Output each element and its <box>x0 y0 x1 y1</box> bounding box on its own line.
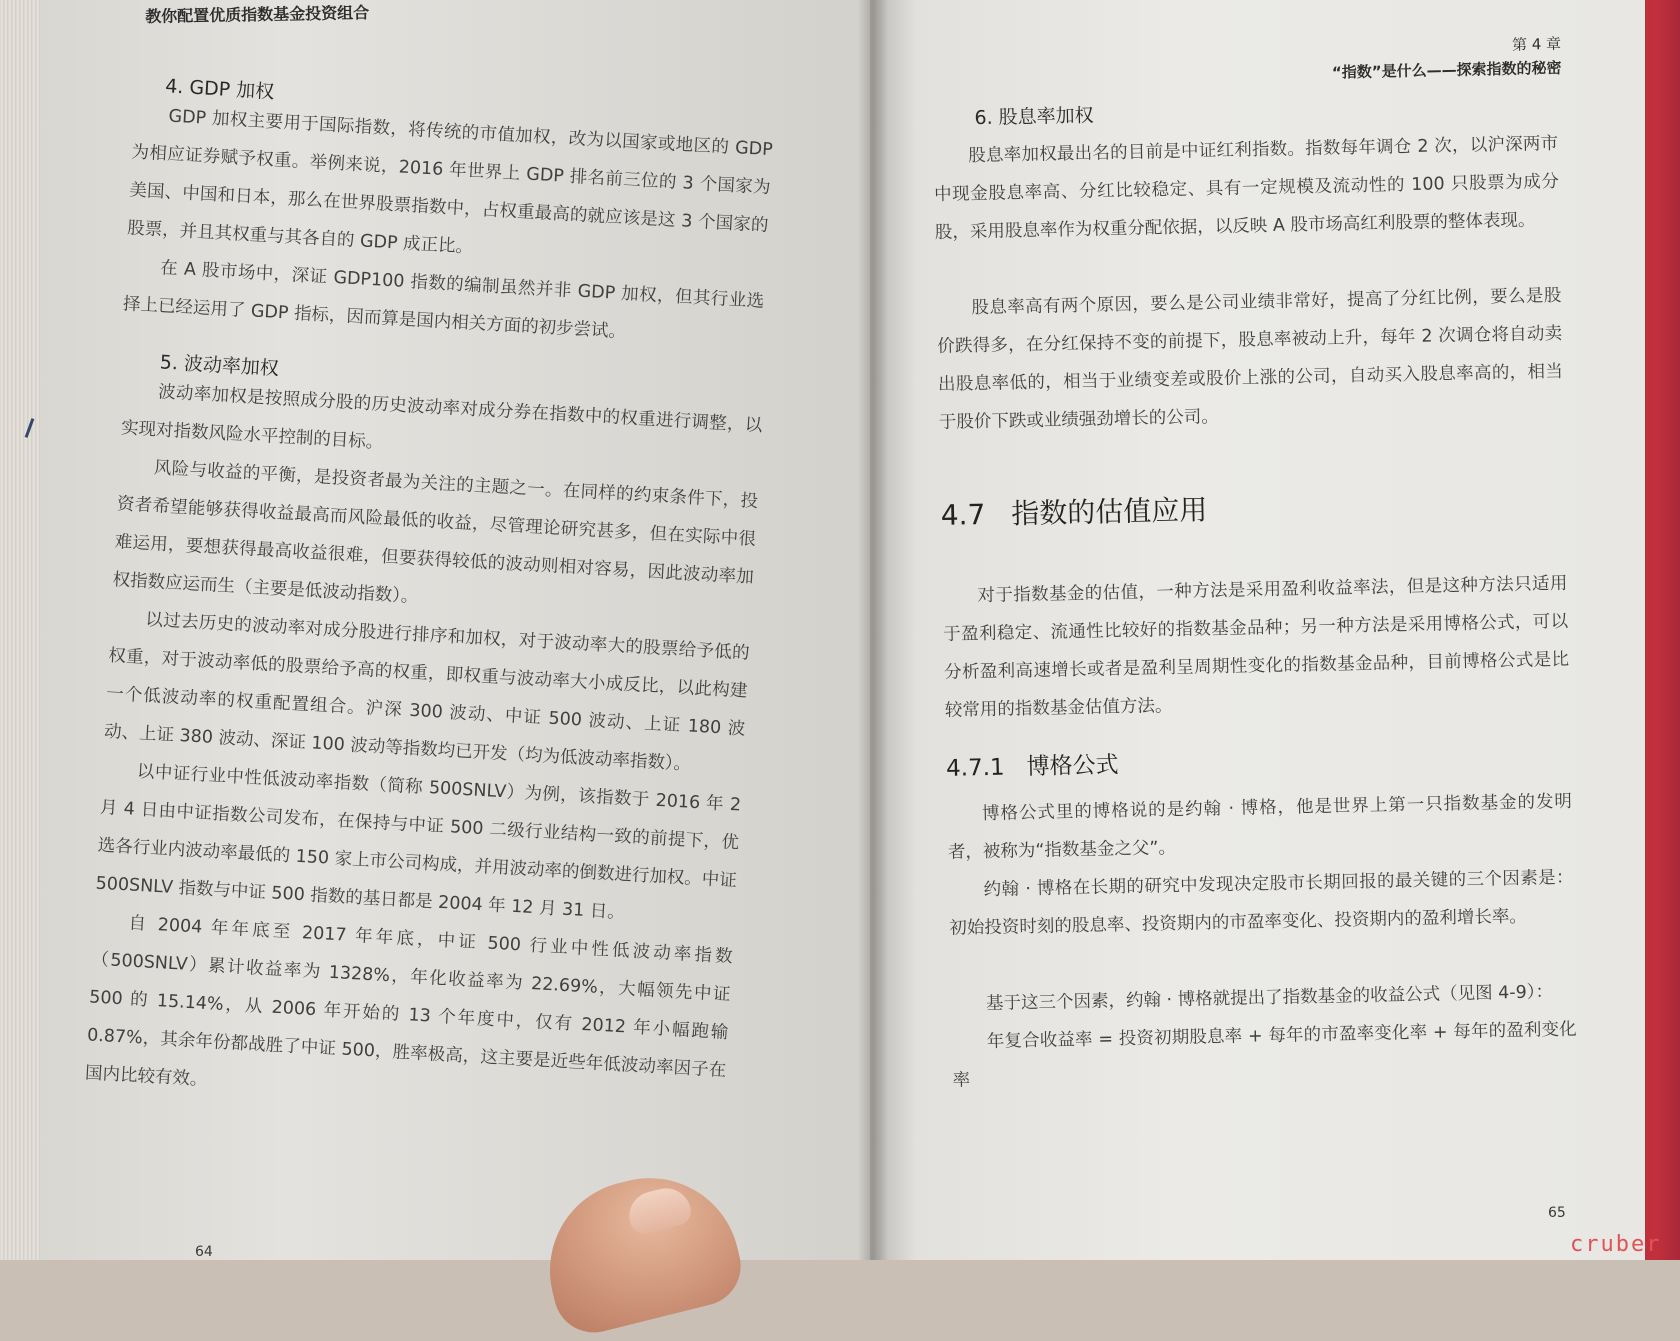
paragraph: 对于指数基金的估值，一种方法是采用盈利收益率法，但是这种方法只适用于盈利稳定、流通性比较好的指数基金品种；另一种方法是采用博格公式，可以分析盈利高速增长或者是盈利呈周期性变化的指数基金品种，目前博格公式是比较常用的指数基金估值方法。 <box>943 573 1570 721</box>
paragraph: GDP 加权主要用于国际指数，将传统的市值加权，改为以国家或地区的 GDP 为相应证券赋予权重。举例来说，2016 年世界上 GDP 排名前三位的 3 个国家为美国、中国和日本，那么在世界股票指数中，占权重最高的就应该是这 3 个国家的股票，并且其权重与其各自的 GDP 成正比。 <box>126 106 774 258</box>
subsection-title <box>946 746 1119 783</box>
paragraph: 股息率高有两个原因，要么是公司业绩非常好，提高了分红比例，要么是股价跌得多，在分红保持不变的前提下，股息率被动上升，每年 2 次调仓将自动卖出股息率低的，相当于业绩变差或股价上涨的公司，自动买入股息率高的，相当于股价下跌或业绩强劲增长的公司。 <box>937 285 1564 433</box>
paragraph: 自 2004 年年底至 2017 年年底，中证 500 行业中性低波动率指数（500SNLV）累计收益率为 1328%，年化收益率为 22.69%，大幅领先中证 500 的 15.14%，从 2006 年开始的 13 个年度中，仅有 2012 年小幅跑输 0.87%，其余年份都战胜了中证 500，胜率极高，这主要是近些年低波动率因子在国内比较有效。 <box>84 913 734 1091</box>
section-number: 4.7 <box>940 497 986 532</box>
chapter-title: “指数”是什么——探索指数的秘密 <box>1331 58 1562 82</box>
left-page-content <box>40 0 869 1300</box>
watermark: cruber <box>1570 1232 1662 1257</box>
section-title <box>940 488 1207 534</box>
left-running-head: 教你配置优质指数基金投资组合 <box>145 3 370 26</box>
left-page-number: 64 <box>195 1244 213 1260</box>
heading-volatility-weighting: 5. 波动率加权 <box>159 351 280 380</box>
chapter-number: 第 4 章 <box>1511 34 1562 54</box>
paragraph: 以中证行业中性低波动率指数（简称 500SNLV）为例，该指数于 2016 年 2 月 4 日由中证指数公司发布，在保持与中证 500 二级行业结构一致的前提下，优选各行业内波动率最低的 150 家上市公司构成，并用波动率的倒数进行加权。中证 500SNLV 指数与中证 500 指数的基日都是 2004 年 12 月 31 日。 <box>95 761 742 924</box>
paragraph: 基于这三个因素，约翰 · 博格就提出了指数基金的收益公式（见图 4-9）： <box>985 982 1554 1015</box>
formula-paragraph: 年复合收益率 = 投资初期股息率 + 每年的市盈率变化率 + 每年的盈利变化率 <box>952 1019 1577 1091</box>
subsection-number: 4.7.1 <box>945 754 1005 782</box>
paragraph: 约翰 · 博格在长期的研究中发现决定股市长期回报的最关键的三个因素是：初始投资时刻的股息率、投资期内的市盈率变化、投资期内的盈利增长率。 <box>949 867 1574 939</box>
right-page-number: 65 <box>1548 1205 1566 1221</box>
heading-dividend-weighting: 6. 股息率加权 <box>974 104 1094 130</box>
subsection-title-text: 博格公式 <box>1026 752 1119 781</box>
paragraph: 在 A 股市场中，深证 GDP100 指数的编制虽然并非 GDP 加权，但其行业选择上已经运用了 GDP 指标，因而算是国内相关方面的初步尝试。 <box>122 258 765 343</box>
paragraph: 以过去历史的波动率对成分股进行排序和加权，对于波动率大的股票给予低的权重，对于波动率低的股票给予高的权重，即权重与波动率大小成反比，以此构建一个低波动率的权重配置组合。沪深 300 波动、中证 500 波动、上证 180 波动、上证 380 波动、深证 100 波动等指数均已开发（均为低波动率指数）。 <box>103 609 751 775</box>
paragraph: 风险与收益的平衡，是投资者最为关注的主题之一。在同样的约束条件下，投资者希望能够获得收益最高而风险最低的收益，尽管理论研究甚多，但在实际中很难运用，要想获得最高收益很难，但要获得较低的波动则相对容易，因此波动率加权指数应运而生（主要是低波动指数）。 <box>112 458 759 608</box>
paragraph: 波动率加权是按照成分股的历史波动率对成分券在指数中的权重进行调整，以实现对指数风险水平控制的目标。 <box>120 382 763 453</box>
paragraph: 股息率加权最出名的目前是中证红利指数。指数每年调仓 2 次，以沪深两市中现金股息率高、分红比较稳定、具有一定规模及流动性的 100 只股票为成分股，采用股息率作为权重分配依据，以反映 A 股市场高红利股票的整体表现。 <box>933 133 1560 243</box>
book-gutter <box>858 0 888 1260</box>
heading-gdp-weighting: 4. GDP 加权 <box>164 75 275 104</box>
paragraph: 博格公式里的博格说的是约翰 · 博格，他是世界上第一只指数基金的发明者，被称为“指数基金之父”。 <box>947 791 1573 863</box>
section-title-text: 指数的估值应用 <box>1010 493 1208 531</box>
right-page-content <box>930 0 1586 1260</box>
